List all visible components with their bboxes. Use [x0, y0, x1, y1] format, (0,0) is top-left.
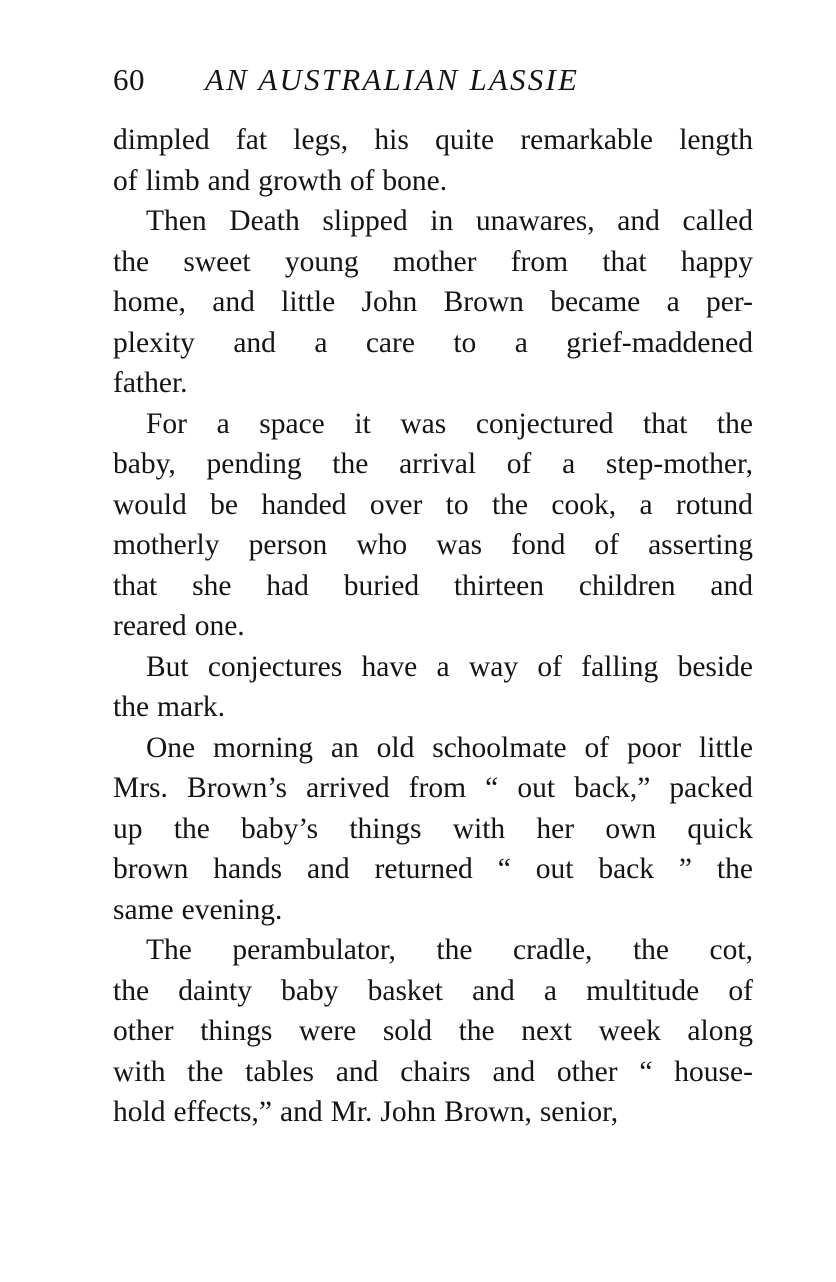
- word: dainty: [178, 974, 252, 1007]
- word: effects,”: [173, 1096, 272, 1128]
- word: Mrs.: [113, 772, 168, 804]
- word: brown: [113, 853, 189, 885]
- word: had: [266, 569, 309, 602]
- text-line: [113, 1092, 753, 1133]
- word: mark.: [157, 691, 226, 723]
- paragraph-p3: [113, 404, 753, 647]
- word: to: [453, 326, 477, 359]
- word: old: [376, 731, 415, 764]
- paragraph-p1: [113, 120, 753, 201]
- word: next: [521, 1015, 572, 1047]
- word: plexity: [113, 326, 195, 359]
- word: from: [408, 772, 467, 804]
- word: that: [643, 407, 688, 440]
- text-line: [113, 525, 753, 566]
- word: space: [259, 407, 325, 440]
- word: the: [173, 812, 210, 845]
- word: to: [445, 488, 469, 521]
- word: of: [728, 974, 753, 1007]
- word: morning: [213, 731, 314, 764]
- word: per-: [706, 286, 753, 318]
- word: that: [113, 569, 158, 602]
- word: remarkable: [520, 124, 653, 156]
- word: buried: [343, 569, 420, 602]
- text-line: [113, 728, 753, 769]
- word: sweet: [183, 245, 251, 278]
- text-line: [113, 1052, 753, 1093]
- word: and: [617, 205, 660, 237]
- word: falling: [581, 650, 659, 683]
- word: the: [332, 448, 369, 480]
- word: over: [369, 488, 423, 521]
- word: a: [514, 326, 528, 359]
- word: arrival: [399, 448, 477, 480]
- word: and: [472, 974, 515, 1007]
- word: The: [146, 934, 192, 966]
- word: perambulator,: [232, 934, 396, 966]
- word: “: [497, 853, 511, 885]
- word: grief-maddened: [566, 326, 753, 359]
- word: arrived: [306, 772, 390, 804]
- word: one.: [194, 610, 245, 642]
- word: that: [602, 245, 647, 278]
- word: out: [517, 772, 556, 804]
- book-title: AN AUSTRALIAN LASSIE: [205, 62, 580, 97]
- word: growth: [258, 164, 342, 197]
- word: a: [216, 407, 230, 440]
- paragraph-p4: [113, 647, 753, 728]
- word: became: [550, 286, 641, 318]
- word: of: [506, 448, 532, 480]
- word: the: [716, 853, 753, 885]
- word: own: [605, 812, 657, 845]
- word: basket: [367, 974, 443, 1007]
- word: hold: [113, 1096, 166, 1128]
- word: a: [639, 488, 653, 521]
- word: week: [598, 1015, 661, 1047]
- word: and: [280, 1096, 323, 1128]
- word: back: [598, 853, 655, 885]
- word: cot,: [709, 934, 753, 966]
- word: out: [535, 853, 574, 885]
- word: other: [556, 1055, 618, 1088]
- word: house-: [674, 1055, 753, 1088]
- word: asserting: [648, 529, 753, 561]
- word: happy: [680, 245, 753, 278]
- word: from: [510, 245, 569, 278]
- word: the: [716, 407, 753, 440]
- word: her: [536, 812, 575, 845]
- word: For: [146, 407, 187, 440]
- word: quick: [687, 812, 753, 845]
- word: unawares,: [475, 205, 595, 237]
- word: “: [639, 1055, 653, 1088]
- word: John: [361, 286, 418, 318]
- word: young: [284, 245, 359, 278]
- word: and: [335, 1055, 379, 1088]
- text-line: [113, 282, 753, 323]
- word: conjectured: [475, 407, 614, 440]
- word: cook,: [551, 488, 617, 521]
- word: limb: [145, 164, 200, 197]
- word: But: [146, 650, 189, 683]
- word: have: [361, 650, 418, 683]
- text-line: [113, 606, 753, 647]
- text-line: [113, 687, 753, 728]
- text-line: [113, 120, 753, 161]
- word: Then: [146, 205, 207, 237]
- word: other: [113, 1015, 174, 1047]
- word: little: [281, 286, 336, 318]
- word: fat: [235, 124, 268, 156]
- word: slipped: [322, 205, 408, 237]
- word: thirteen: [453, 569, 545, 602]
- word: poor: [626, 731, 682, 764]
- word: mother: [392, 245, 477, 278]
- word: of: [594, 529, 619, 561]
- word: the: [491, 488, 528, 521]
- word: sold: [382, 1015, 432, 1047]
- word: Death: [229, 205, 300, 237]
- word: an: [330, 731, 359, 764]
- word: One: [146, 731, 196, 764]
- word: Brown’s: [187, 772, 287, 804]
- word: the: [113, 974, 150, 1007]
- word: was: [436, 529, 483, 561]
- word: father.: [113, 367, 188, 399]
- word: person: [248, 529, 328, 561]
- word: beside: [677, 650, 753, 683]
- word: bone.: [382, 164, 448, 197]
- word: would: [113, 488, 187, 521]
- word: a: [666, 286, 680, 318]
- word: be: [210, 488, 238, 521]
- text-line: [113, 485, 753, 526]
- word: of: [113, 164, 138, 197]
- word: way: [468, 650, 519, 683]
- word: Brown,: [444, 1096, 532, 1128]
- word: who: [356, 529, 408, 561]
- running-head: [113, 58, 673, 102]
- word: back,”: [574, 772, 651, 804]
- word: with: [452, 812, 506, 845]
- word: John: [380, 1096, 437, 1128]
- text-line: [113, 890, 753, 931]
- word: a: [543, 974, 557, 1007]
- word: the: [436, 934, 473, 966]
- word: the: [113, 245, 150, 278]
- text-line: [113, 849, 753, 890]
- body-text: [113, 120, 753, 1133]
- word: chairs: [400, 1055, 471, 1088]
- text-line: [113, 444, 753, 485]
- word: was: [400, 407, 447, 440]
- text-line: [113, 242, 753, 283]
- word: packed: [669, 772, 753, 804]
- word: handed: [261, 488, 347, 521]
- word: along: [687, 1015, 753, 1047]
- word: same: [113, 893, 174, 926]
- text-line: [113, 930, 753, 971]
- word: a: [562, 448, 576, 480]
- word: “: [485, 772, 499, 804]
- word: pending: [206, 448, 302, 480]
- word: baby’s: [241, 812, 319, 845]
- word: of: [349, 164, 375, 197]
- word: up: [113, 812, 143, 845]
- word: of: [537, 650, 562, 683]
- text-line: [113, 566, 753, 607]
- word: with: [113, 1055, 166, 1088]
- word: a: [314, 326, 328, 359]
- text-line: [113, 971, 753, 1012]
- word: in: [430, 205, 454, 237]
- word: she: [192, 569, 232, 602]
- text-line: [113, 768, 753, 809]
- word: things: [200, 1015, 273, 1047]
- word: rotund: [675, 488, 753, 521]
- word: tables: [245, 1055, 314, 1088]
- word: things: [349, 812, 422, 845]
- word: and: [492, 1055, 536, 1088]
- word: little: [698, 731, 753, 764]
- word: and: [212, 286, 255, 318]
- word: baby: [281, 974, 339, 1007]
- word: motherly: [113, 529, 220, 561]
- word: schoolmate: [432, 731, 567, 764]
- word: and: [710, 569, 753, 602]
- word: ”: [678, 853, 693, 885]
- word: the: [632, 934, 669, 966]
- word: multitude: [586, 974, 700, 1007]
- word: called: [682, 205, 753, 237]
- word: his: [374, 124, 409, 156]
- text-line: [113, 363, 753, 404]
- page-number: 60: [113, 62, 145, 97]
- text-line: [113, 404, 753, 445]
- word: step-mother,: [605, 448, 753, 480]
- text-line: [113, 201, 753, 242]
- text-line: [113, 161, 753, 202]
- word: cradle,: [512, 934, 593, 966]
- word: legs,: [293, 124, 349, 156]
- word: home,: [113, 286, 186, 318]
- paragraph-p5: [113, 728, 753, 931]
- paragraph-p6: [113, 930, 753, 1133]
- word: reared: [113, 610, 187, 642]
- word: the: [458, 1015, 495, 1047]
- paragraph-p2: [113, 201, 753, 404]
- word: Mr.: [330, 1096, 373, 1128]
- word: fond: [511, 529, 566, 561]
- word: it: [354, 407, 371, 440]
- text-line: [113, 647, 753, 688]
- word: of: [584, 731, 610, 764]
- word: were: [298, 1015, 357, 1047]
- word: dimpled: [113, 124, 210, 156]
- text-line: [113, 809, 753, 850]
- text-line: [113, 323, 753, 364]
- word: and: [233, 326, 276, 359]
- word: hands: [213, 853, 283, 885]
- word: baby,: [113, 448, 176, 480]
- text-line: [113, 1011, 753, 1052]
- word: length: [679, 124, 753, 156]
- word: returned: [374, 853, 473, 885]
- word: quite: [435, 124, 495, 156]
- word: the: [113, 691, 150, 723]
- word: children: [578, 569, 676, 602]
- word: Brown: [443, 286, 524, 318]
- word: senior,: [539, 1096, 619, 1128]
- word: a: [436, 650, 450, 683]
- word: and: [207, 164, 251, 197]
- word: the: [187, 1055, 224, 1088]
- word: evening.: [181, 893, 283, 926]
- word: conjectures: [207, 650, 343, 683]
- word: care: [365, 326, 415, 359]
- word: and: [307, 853, 350, 885]
